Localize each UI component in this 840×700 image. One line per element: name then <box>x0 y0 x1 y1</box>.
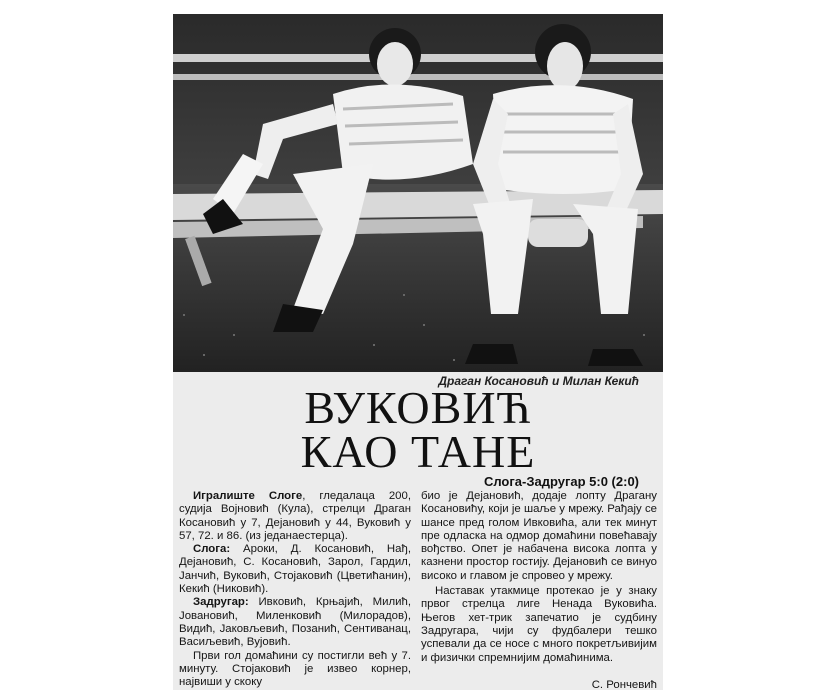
match-score: Слога-Задругар 5:0 (2:0) <box>483 474 639 489</box>
paragraph-text: Ивковић, Крњајић, Милић, Јовановић, Миленковић (Милорадов), Видић, Јаковљевић, Позанић, Сентиванац, Васиљевић, Вујовић. <box>179 596 411 649</box>
paragraph-lead: Задругар: <box>193 596 249 609</box>
author-signature: С. Рончевић <box>591 679 657 690</box>
paragraph-lead: Игралиште Слоге <box>193 490 303 502</box>
paragraph-text: Ароки, Д. Косановић, Нађ, Дејановић, С. Косановић, Зарол, Гардил, Јанчић, Вуковић, Стојаковић (Цветићанин), Кекић (Никовић). <box>179 543 411 596</box>
article-paragraph: био је Дејановић, додаје лопту Драгану Косановићу, који је шаље у мрежу. Рађају се шансе пред голом Ивковића, али тек минут пре одласка на одмор домаћини повећавају вођство. Опет је набачена висока лопта у казнени простор гостију. Дејановић се винуо високо и главом је спровео у мрежу. <box>421 490 657 582</box>
article-column-left <box>179 490 411 689</box>
players-photo <box>173 14 663 372</box>
paragraph-text: , гледалаца 200, судија Војновић (Кула), стрелци Драган Косановић у 7, Дејановић у 44, Вуковић у 57, 72. и 86. (из једанаестерца). <box>179 490 411 542</box>
article-paragraph: Наставак утакмице протекао је у знаку првог стрелца лиге Ненада Вуковића. Његов хет-трик запечатио је судбину Задругара, чији су фудбалери тешко успевали да се носе с много покретљивијим и физички спремнијим домаћинима. <box>421 585 657 664</box>
article-paragraph <box>179 543 411 596</box>
article-paragraph <box>179 596 411 649</box>
article-headline <box>173 382 663 477</box>
photo-caption: Драган Косановић и Милан Кекић <box>438 374 639 388</box>
article-paragraph <box>179 490 411 543</box>
article-column-right <box>421 490 657 665</box>
newspaper-clipping <box>173 14 663 690</box>
article-paragraph: Први гол домаћини су постигли већ у 7. минуту. Стојаковић је извео корнер, највиши у скоку <box>179 649 411 689</box>
headline-line-2: КАО ТАНЕ <box>300 426 536 477</box>
headline-line-1: ВУКОВИЋ <box>304 382 532 433</box>
paragraph-lead: Слога: <box>193 543 231 556</box>
